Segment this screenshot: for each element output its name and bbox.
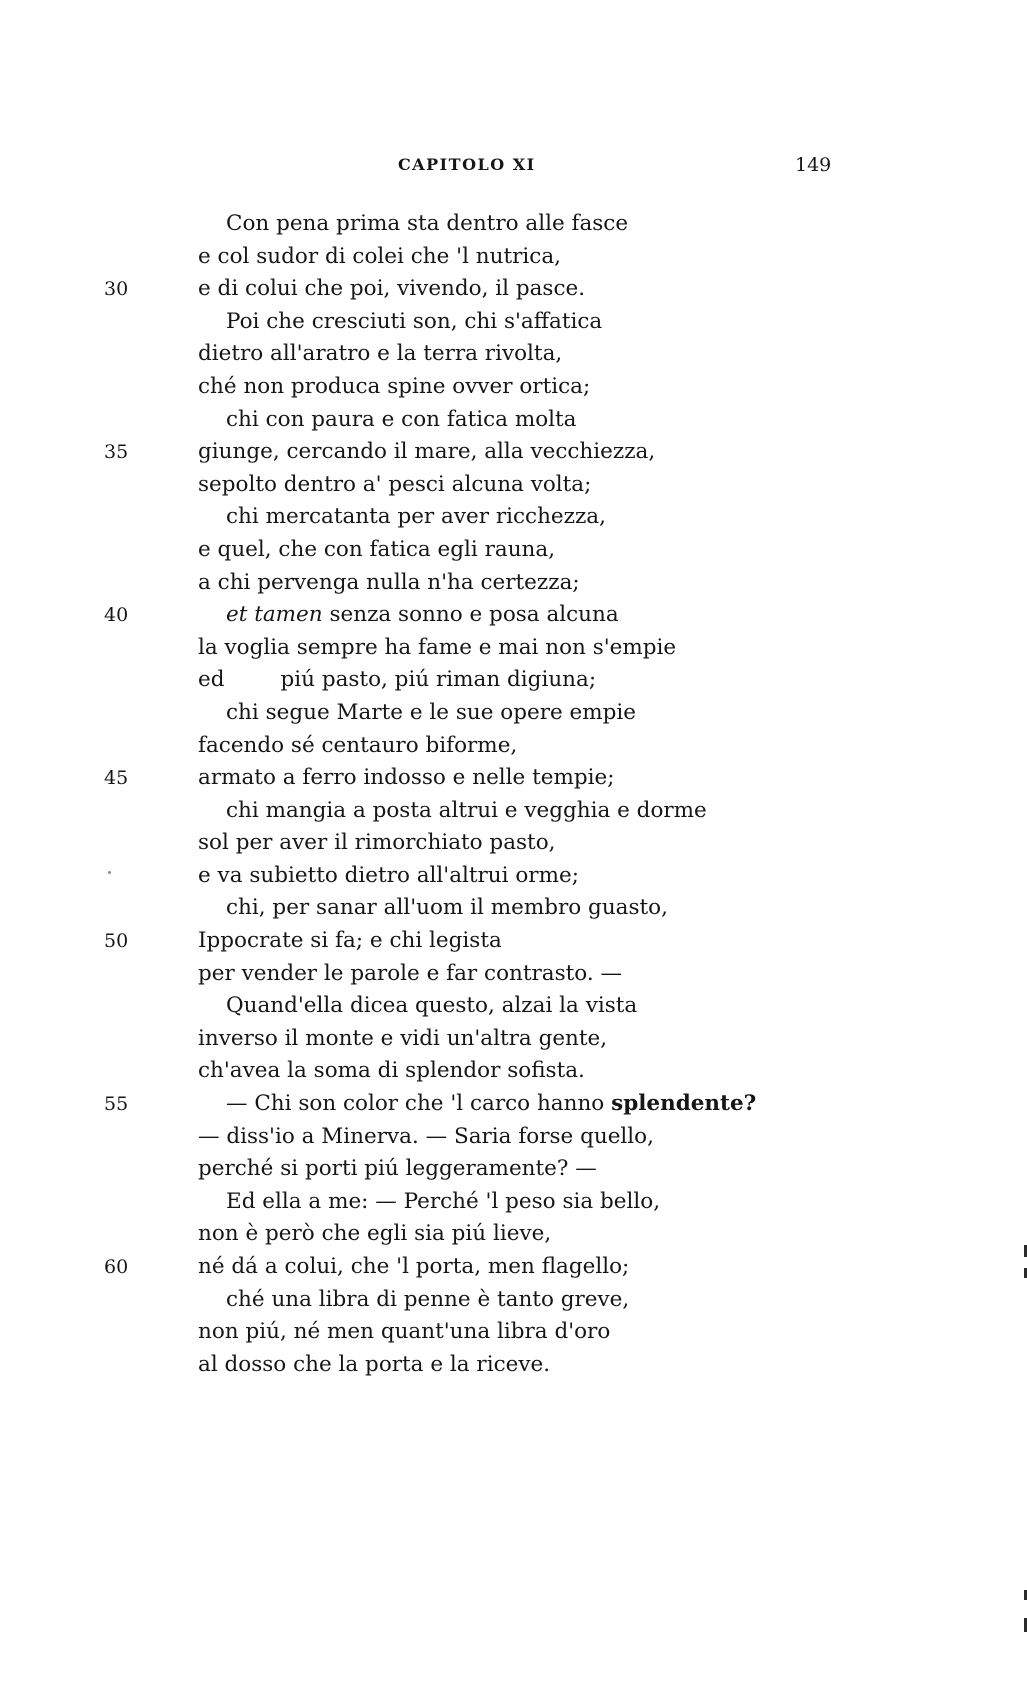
verse-line xyxy=(0,1218,1027,1251)
verse-line xyxy=(0,664,1027,697)
verse-text xyxy=(198,338,562,371)
verse-text xyxy=(198,827,555,860)
verse-line xyxy=(0,925,1027,958)
verse-text-body: ché non produca spine ovver ortica; xyxy=(198,373,591,399)
verse-line xyxy=(0,436,1027,469)
verse-text xyxy=(198,762,614,795)
verse-text-body: e va subietto dietro all'altrui orme; xyxy=(198,862,579,888)
verse-text-body: Ippocrate si fa; e chi legista xyxy=(198,928,502,954)
verse-text-body: non piú, né men quant'una libra d'oro xyxy=(198,1319,611,1345)
verse-text-body: sol per aver il rimorchiato pasto, xyxy=(198,830,556,856)
verse-line xyxy=(0,697,1027,730)
verse-line xyxy=(0,567,1027,600)
verse-line xyxy=(0,1186,1027,1219)
verse-line xyxy=(0,371,1027,404)
verse-text xyxy=(226,795,707,828)
verse-line xyxy=(0,827,1027,860)
verse-text xyxy=(226,501,606,534)
verse-line xyxy=(0,273,1027,306)
verse-text-body: e quel, che con fatica egli rauna, xyxy=(198,536,556,562)
verse-line xyxy=(0,1088,1027,1121)
verse-text xyxy=(198,1218,551,1251)
verse-text xyxy=(198,371,590,404)
verse-line xyxy=(0,1153,1027,1186)
verse-text-body: e di colui che poi, vivendo, il pasce. xyxy=(198,276,586,302)
running-head xyxy=(0,155,1027,179)
verse-text-body: piú pasto, piú riman digiuna; xyxy=(280,667,597,693)
page-number: 149 xyxy=(795,154,832,176)
verse-text-body: né dá a colui, che 'l porta, men flagello; xyxy=(198,1254,630,1279)
verse-text-body: chi, per sanar all'uom il membro guasto, xyxy=(226,895,668,921)
verse-line xyxy=(0,892,1027,925)
verse-text xyxy=(226,697,636,730)
verse-text-body: ché una libra di penne è tanto greve, xyxy=(226,1286,630,1312)
verse-line xyxy=(0,241,1027,274)
verse-text-body: facendo sé centauro biforme, xyxy=(198,732,518,758)
verse-text-body: Poi che cresciuti son, chi s'affatica xyxy=(226,308,603,334)
verse-text-body: — diss'io a Minerva. — Saria forse quello, xyxy=(198,1123,654,1149)
verse-text xyxy=(198,632,676,665)
verse-text-body: dietro all'aratro e la terra rivolta, xyxy=(198,341,563,367)
verse-text xyxy=(198,1121,654,1154)
verse-line xyxy=(0,990,1027,1023)
verse-text-body: chi mercatanta per aver ricchezza, xyxy=(226,504,606,530)
verse-line xyxy=(0,860,1027,893)
verse-text xyxy=(198,1316,610,1349)
line-number: 30 xyxy=(104,278,129,301)
verse-text xyxy=(198,925,502,958)
verse-line xyxy=(0,534,1027,567)
margin-speck xyxy=(108,871,111,874)
verse-text xyxy=(226,404,577,437)
verse-line xyxy=(0,1023,1027,1056)
line-number: 40 xyxy=(104,604,129,627)
verse-text xyxy=(198,958,622,991)
verse-line xyxy=(0,1284,1027,1317)
verse-line xyxy=(0,1121,1027,1154)
verse-text xyxy=(198,469,591,502)
verse-text-emphasis: splendente? xyxy=(611,1091,757,1117)
verse-text-body: a chi pervenga nulla n'ha certezza; xyxy=(198,569,580,595)
verse-text xyxy=(198,730,517,763)
verse-text-body: Con pena prima sta dentro alle fasce xyxy=(226,211,629,236)
verse-line xyxy=(0,599,1027,632)
verse-line xyxy=(0,338,1027,371)
verse-line xyxy=(0,469,1027,502)
verse-text xyxy=(198,860,579,893)
verse-text xyxy=(226,892,668,925)
verse-text-body: Ed ella a me: — Perché 'l peso sia bello, xyxy=(226,1188,661,1214)
line-number: 45 xyxy=(104,767,129,790)
latin-phrase: et tamen xyxy=(226,602,323,628)
verse-text xyxy=(198,436,655,469)
verse-text-body: la voglia sempre ha fame e mai non s'empie xyxy=(198,634,677,660)
verse-text xyxy=(198,1023,607,1056)
verse-text-body: — Chi son color che 'l carco hanno xyxy=(226,1091,612,1117)
verse-line xyxy=(0,1316,1027,1349)
verse-text xyxy=(198,567,580,600)
verse-text xyxy=(198,273,585,306)
line-number: 60 xyxy=(104,1256,129,1278)
verse-text-body: sepolto dentro a' pesci alcuna volta; xyxy=(198,471,592,497)
verse-text xyxy=(226,599,619,632)
verse-text xyxy=(198,1251,629,1284)
poem-text xyxy=(0,208,1027,1381)
verse-text xyxy=(226,990,637,1023)
verse-text-body: chi segue Marte e le sue opere empie xyxy=(226,699,637,725)
verse-text-body: ch'avea la soma di splendor sofista. xyxy=(198,1058,585,1084)
verse-text xyxy=(226,1284,629,1317)
verse-text xyxy=(226,1088,756,1121)
verse-text xyxy=(198,1349,550,1382)
verse-line xyxy=(0,958,1027,991)
verse-text-body: al dosso che la porta e la riceve. xyxy=(198,1351,551,1377)
line-number: 35 xyxy=(104,441,129,464)
verse-line xyxy=(0,762,1027,795)
chapter-title: CAPITOLO XI xyxy=(398,155,536,174)
verse-text xyxy=(198,1055,585,1088)
verse-text-body: per vender le parole e far contrasto. — xyxy=(198,960,623,986)
verse-text-body: non è però che egli sia piú lieve, xyxy=(198,1221,552,1247)
verse-line xyxy=(0,632,1027,665)
verse-text-body: e col sudor di colei che 'l nutrica, xyxy=(198,243,561,269)
verse-text xyxy=(226,306,602,339)
verse-text-body: senza sonno e posa alcuna xyxy=(322,602,619,628)
verse-line xyxy=(0,795,1027,828)
verse-line xyxy=(0,208,1027,241)
verse-line xyxy=(0,1251,1027,1284)
line-number: 50 xyxy=(104,930,129,953)
verse-text xyxy=(198,534,555,567)
verse-line xyxy=(0,730,1027,763)
line-number: 55 xyxy=(104,1093,129,1116)
verse-text xyxy=(226,1186,660,1219)
verse-line xyxy=(0,404,1027,437)
verse-line xyxy=(0,306,1027,339)
verse-text-body: perché si porti piú leggeramente? — xyxy=(198,1156,597,1182)
verse-text xyxy=(198,241,561,274)
verse-text xyxy=(198,664,596,697)
verse-line xyxy=(0,1349,1027,1382)
verse-text-body: giunge, cercando il mare, alla vecchiezza, xyxy=(198,439,656,465)
verse-text-body: chi con paura e con fatica molta xyxy=(226,406,577,432)
verse-text xyxy=(198,1153,597,1186)
verse-text xyxy=(226,208,628,241)
verse-text-body: Quand'ella dicea questo, alzai la vista xyxy=(226,993,638,1019)
verse-text-body: armato a ferro indosso e nelle tempie; xyxy=(198,765,615,791)
verse-text-body: chi mangia a posta altrui e vegghia e dorme xyxy=(226,797,707,823)
verse-text-lead: ed xyxy=(198,667,225,693)
verse-line xyxy=(0,1055,1027,1088)
verse-line xyxy=(0,501,1027,534)
verse-text-body: inverso il monte e vidi un'altra gente, xyxy=(198,1025,608,1051)
